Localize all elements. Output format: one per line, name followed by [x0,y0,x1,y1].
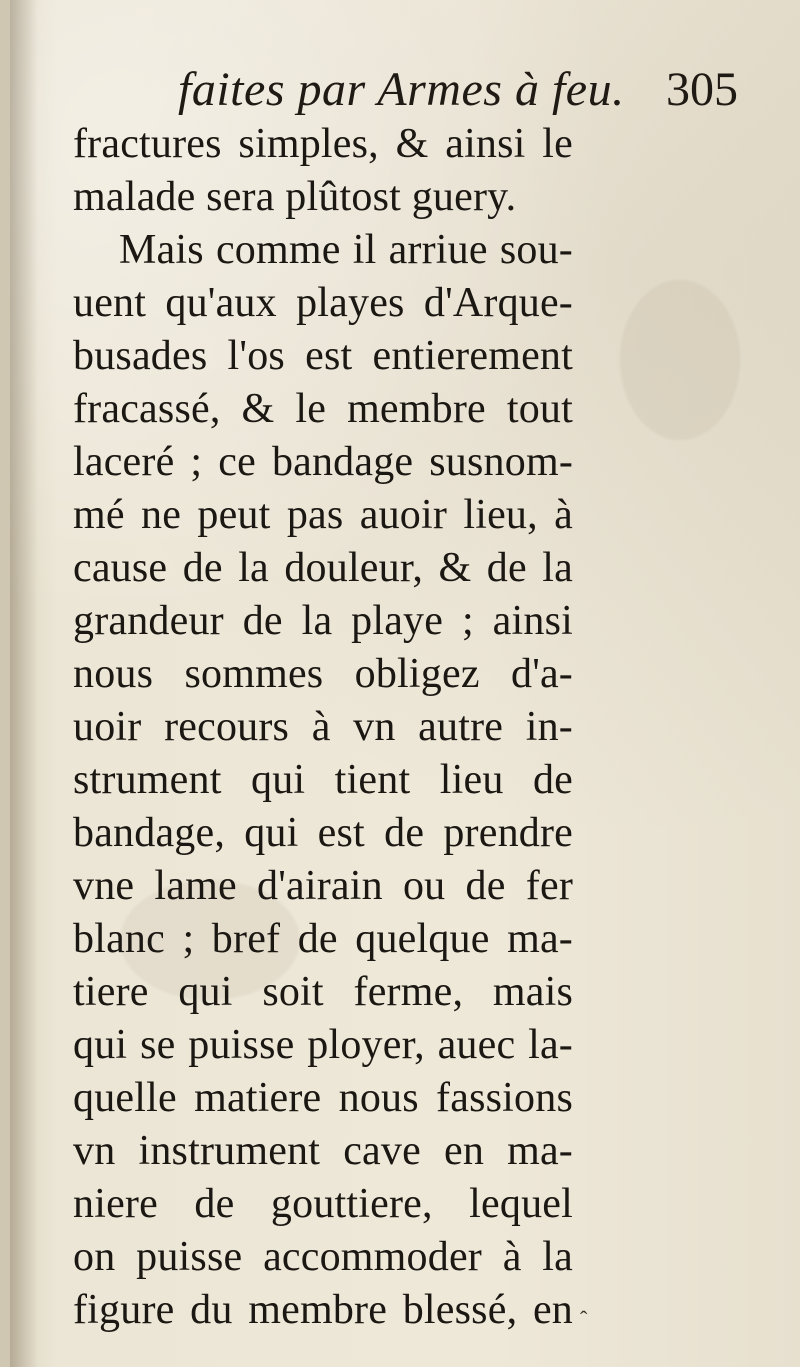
text-line: uoir recours à vn autre in- [73,704,573,750]
text-line: blanc ; bref de quelque ma- [73,916,573,962]
text-line: Mais comme il arriue sou- [119,227,573,273]
text-line: bandage, qui est de prendre [73,810,573,856]
text-line: figure du membre blessé, en [73,1287,573,1333]
text-line: busades l'os est entierement [73,333,573,379]
text-line: fracassé, & le membre tout [73,386,573,432]
text-line: mé ne peut pas auoir lieu, à [73,492,573,538]
body-text [73,118,573,1337]
text-line: qui se puisse ployer, auec la- [73,1022,573,1068]
text-line: on puisse accommoder à la [73,1234,573,1280]
page-header [178,62,738,122]
text-line: quelle matiere nous fassions [73,1075,573,1121]
text-line: laceré ; ce bandage susnom- [73,439,573,485]
page-number: 305 [666,63,738,116]
text-line: uent qu'aux playes d'Arque- [73,280,573,326]
text-line: strument qui tient lieu de [73,757,573,803]
gutter-shadow [10,0,38,1367]
paper-stain [620,280,740,440]
running-head: faites par Armes à feu. [178,63,625,116]
text-line: vne lame d'airain ou de fer [73,863,573,909]
ink-mark: ˆ [580,1306,588,1331]
text-line: vn instrument cave en ma- [73,1128,573,1174]
text-line: cause de la douleur, & de la [73,545,573,591]
text-line: tiere qui soit ferme, mais [73,969,573,1015]
text-line: grandeur de la playe ; ainsi [73,598,573,644]
text-line: nous sommes obligez d'a- [73,651,573,697]
text-line: malade sera plûtost guery. [73,174,517,220]
text-line: niere de gouttiere, lequel [73,1181,573,1227]
text-line: fractures simples, & ainsi le [73,121,573,167]
